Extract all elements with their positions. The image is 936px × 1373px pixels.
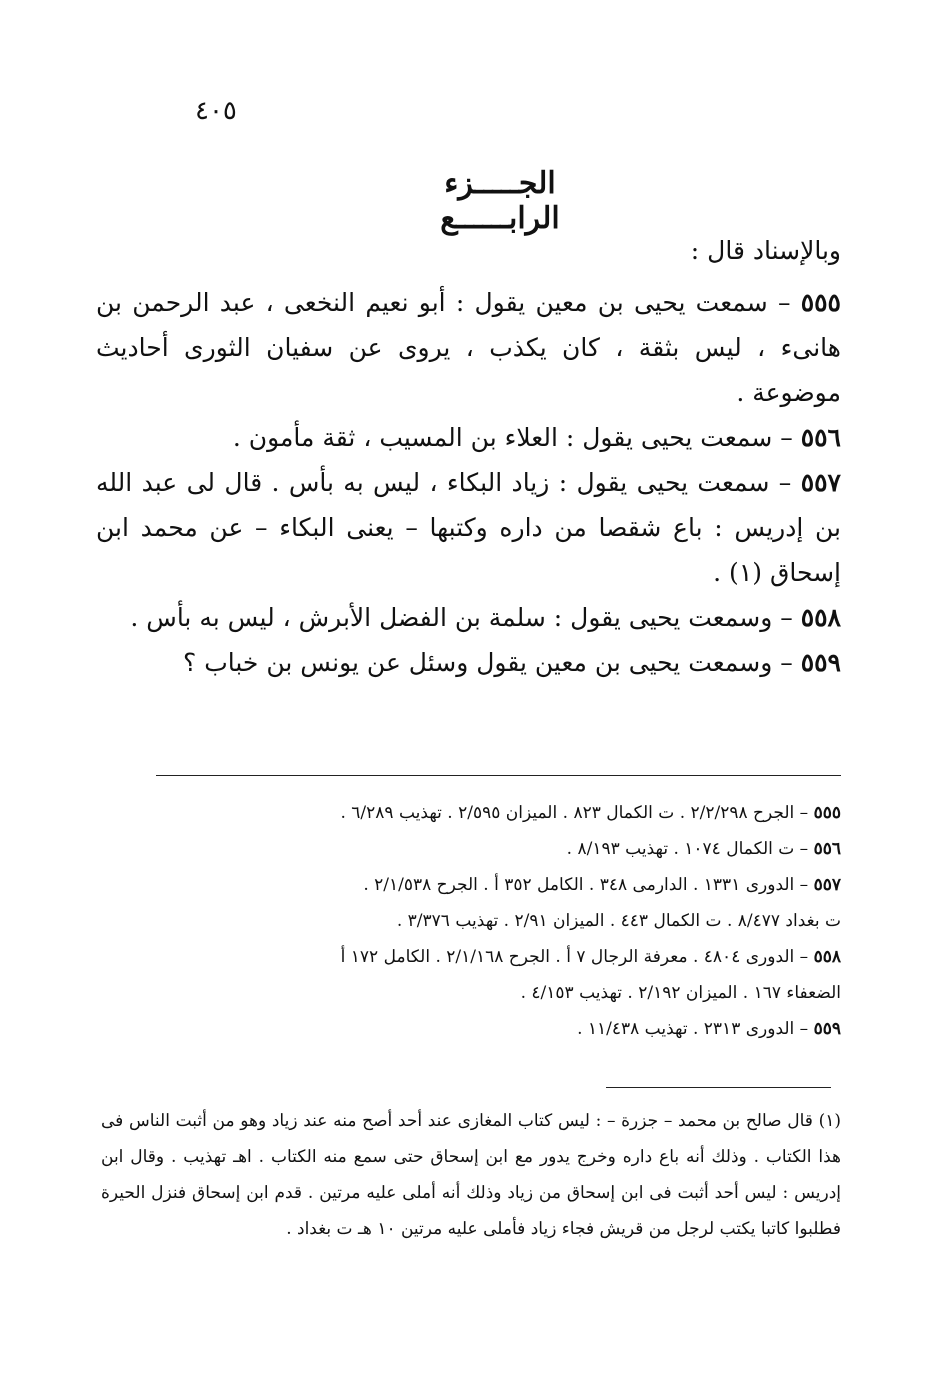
entry-text: – وسمعت يحيى يقول : سلمة بن الفضل الأبرش ، ليس به بأس .: [130, 603, 793, 632]
ref-number: ٥٥٥: [813, 803, 841, 823]
entry-number: ٥٥٦: [800, 423, 841, 452]
footnote-text: (١) قال صالح بن محمد – جزرة – : ليس كتاب المغازى عند أحد أصح منه عند زياد وهو من أثبت الناس فى هذا الكتاب . وذلك أنه باع داره وخرج يدور مع ابن إسحاق حتى سمع منه الكتاب . اهـ تهذيب . وقال ابن إدريس : ليس أحد أثبت فى ابن إسحاق من زياد وذلك أنه أملى عليه مرتين . قدم ابن إسحاق فنزل الحيرة فطلبوا كاتبا يكتب لرجل من قريش فجاء زياد فأملى عليه مرتين ١٠ هـ ت بغداد .: [101, 1111, 841, 1239]
reference-notes: [91, 795, 841, 1047]
page-number: ٤٠٥: [195, 96, 237, 126]
ref-555: [91, 795, 841, 831]
ref-number: ٥٥٩: [813, 1019, 841, 1039]
main-text: [96, 280, 841, 685]
entry-557: [96, 460, 841, 595]
ref-556: [91, 831, 841, 867]
part-title: الجـــــزء الرابــــــع: [440, 166, 560, 236]
ref-text: – الدورى ١٣٣١ . الدارمى ٣٤٨ . الكامل ٣٥٢ أ . الجرح ٢/١/٥٣٨ .: [363, 875, 809, 895]
entry-559: [96, 640, 841, 685]
ref-557: [91, 867, 841, 903]
ref-558: [91, 939, 841, 975]
entry-558: [96, 595, 841, 640]
entry-text: – سمعت يحيى بن معين يقول : أبو نعيم النخعى ، عبد الرحمن بن هانىء ، ليس بثقة ، كان يكذب ، يروى عن سفيان الثورى أحاديث موضوعة .: [96, 288, 841, 407]
intro-line: وبالإسناد قال :: [690, 236, 841, 265]
ref-text: – ت الكمال ١٠٧٤ . تهذيب ٨/١٩٣ .: [566, 839, 809, 859]
entry-text: – سمعت يحيى يقول : زياد البكاء ، ليس به بأس . قال لى عبد الله بن إدريس : باع شقصا من داره وكتبها – يعنى البكاء – عن محمد ابن إسحاق (١) .: [96, 468, 841, 587]
ref-557-continued: [91, 903, 841, 939]
entry-number: ٥٥٩: [800, 648, 841, 677]
ref-number: ٥٥٨: [813, 947, 841, 967]
ref-number: ٥٥٧: [813, 875, 841, 895]
ref-text: – الدورى ٢٣١٣ . تهذيب ١١/٤٣٨ .: [577, 1019, 809, 1039]
ref-number: ٥٥٦: [813, 839, 841, 859]
ref-558-continued: [91, 975, 841, 1011]
entry-number: ٥٥٨: [800, 603, 841, 632]
ref-559: [91, 1011, 841, 1047]
entry-text: – وسمعت يحيى بن معين يقول وسئل عن يونس بن خباب ؟: [183, 648, 793, 677]
ref-text: – الجرح ٢/٢/٢٩٨ . ت الكمال ٨٢٣ . الميزان ٢/٥٩٥ . تهذيب ٦/٢٨٩ .: [340, 803, 809, 823]
ref-text: الضعفاء ١٦٧ . الميزان ٢/١٩٢ . تهذيب ٤/١٥٣ .: [520, 983, 841, 1003]
section-divider: [156, 775, 841, 776]
entry-556: [96, 415, 841, 460]
footnote-divider: [606, 1087, 831, 1088]
ref-text: ت بغداد ٨/٤٧٧ . ت الكمال ٤٤٣ . الميزان ٢/٩١ . تهذيب ٣/٣٧٦ .: [396, 911, 841, 931]
entry-text: – سمعت يحيى يقول : العلاء بن المسيب ، ثقة مأمون .: [232, 423, 793, 452]
entry-555: [96, 280, 841, 415]
ref-text: – الدورى ٤٨٠٤ . معرفة الرجال ٧ أ . الجرح ٢/١/١٦٨ . الكامل ١٧٢ أ: [340, 947, 809, 967]
entry-number: ٥٥٧: [800, 468, 841, 497]
entry-number: ٥٥٥: [800, 288, 841, 317]
footnote: [101, 1103, 841, 1247]
